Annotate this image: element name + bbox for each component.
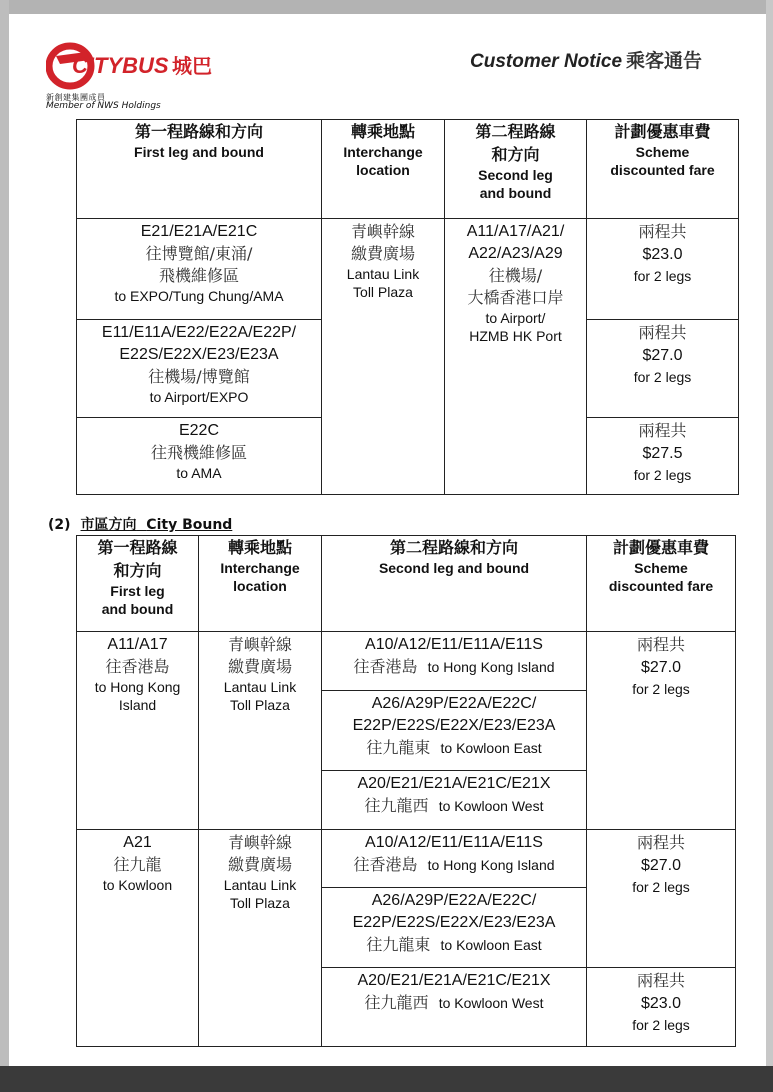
interchange-cell: 青嶼幹線 繳費廣場 Lantau Link Toll Plaza [199,830,322,1047]
page-border-top [0,0,773,14]
table-row [77,219,739,320]
section-heading-city-bound: (2) 市區方向 City Bound [48,517,233,533]
header-second-leg: 第二程路線 和方向 Second leg and bound [445,120,587,219]
fare-cell: 兩程共 $27.5 for 2 legs [587,418,739,495]
second-leg-cell: A11/A17/A21/ A22/A23/A29 往機場/ 大橋香港口岸 to Airport/ HZMB HK Port [445,219,587,495]
header-first-leg: 第一程路線 和方向 First leg and bound [77,536,199,632]
first-leg-cell: A11/A17 往香港島 to Hong Kong Island [77,632,199,830]
fare-table-2 [76,535,736,1047]
second-leg-cell: A10/A12/E11/E11A/E11S 往香港島 to Hong Kong Island [322,830,587,888]
table-header-row [77,120,739,219]
logo-subtitle-zh: 新創建集團成員 [46,93,106,102]
fare-cell: 兩程共 $23.0 for 2 legs [587,219,739,320]
table-row [77,830,736,888]
header-interchange: 轉乘地點 Interchange location [322,120,445,219]
header-fare: 計劃優惠車費 Scheme discounted fare [587,120,739,219]
svg-text:CITYBUS: CITYBUS [72,53,169,78]
fare-table-1 [76,119,739,495]
interchange-cell: 青嶼幹線 繳費廣場 Lantau Link Toll Plaza [322,219,445,495]
second-leg-cell: A20/E21/E21A/E21C/E21X 往九龍西 to Kowloon West [322,968,587,1047]
page-border-right [766,0,773,1092]
header-interchange: 轉乘地點 Interchange location [199,536,322,632]
citybus-logo [46,42,216,90]
second-leg-cell: A26/A29P/E22A/E22C/ E22P/E22S/E22X/E23/E23A 往九龍東 to Kowloon East [322,888,587,968]
header-first-leg: 第一程路線和方向 First leg and bound [77,120,322,219]
fare-cell: 兩程共 $27.0 for 2 legs [587,320,739,418]
header-second-leg: 第二程路線和方向 Second leg and bound [322,536,587,632]
second-leg-cell: A10/A12/E11/E11A/E11S 往香港島 to Hong Kong Island [322,632,587,691]
customer-notice-title: Customer Notice 乘客通告 [470,50,703,72]
table-row [77,632,736,691]
second-leg-cell: A26/A29P/E22A/E22C/ E22P/E22S/E22X/E23/E23A 往九龍東 to Kowloon East [322,691,587,771]
table-header-row [77,536,736,632]
fare-cell: 兩程共 $27.0 for 2 legs [587,632,736,830]
page-border-bottom [0,1066,773,1092]
interchange-cell: 青嶼幹線 繳費廣場 Lantau Link Toll Plaza [199,632,322,830]
svg-text:城巴: 城巴 [172,54,212,78]
first-leg-cell: E11/E11A/E22/E22A/E22P/ E22S/E22X/E23/E23A 往機場/博覽館 to Airport/EXPO [77,320,322,418]
first-leg-cell: A21 往九龍 to Kowloon [77,830,199,1047]
logo-subtitle-en: Member of NWS Holdings [46,101,161,111]
first-leg-cell: E21/E21A/E21C 往博覽館/東涌/ 飛機維修區 to EXPO/Tung Chung/AMA [77,219,322,320]
fare-cell: 兩程共 $23.0 for 2 legs [587,968,736,1047]
second-leg-cell: A20/E21/E21A/E21C/E21X 往九龍西 to Kowloon West [322,771,587,830]
header-fare: 計劃優惠車費 Scheme discounted fare [587,536,736,632]
page-border-left [0,0,9,1092]
first-leg-cell: E22C 往飛機維修區 to AMA [77,418,322,495]
fare-cell: 兩程共 $27.0 for 2 legs [587,830,736,968]
